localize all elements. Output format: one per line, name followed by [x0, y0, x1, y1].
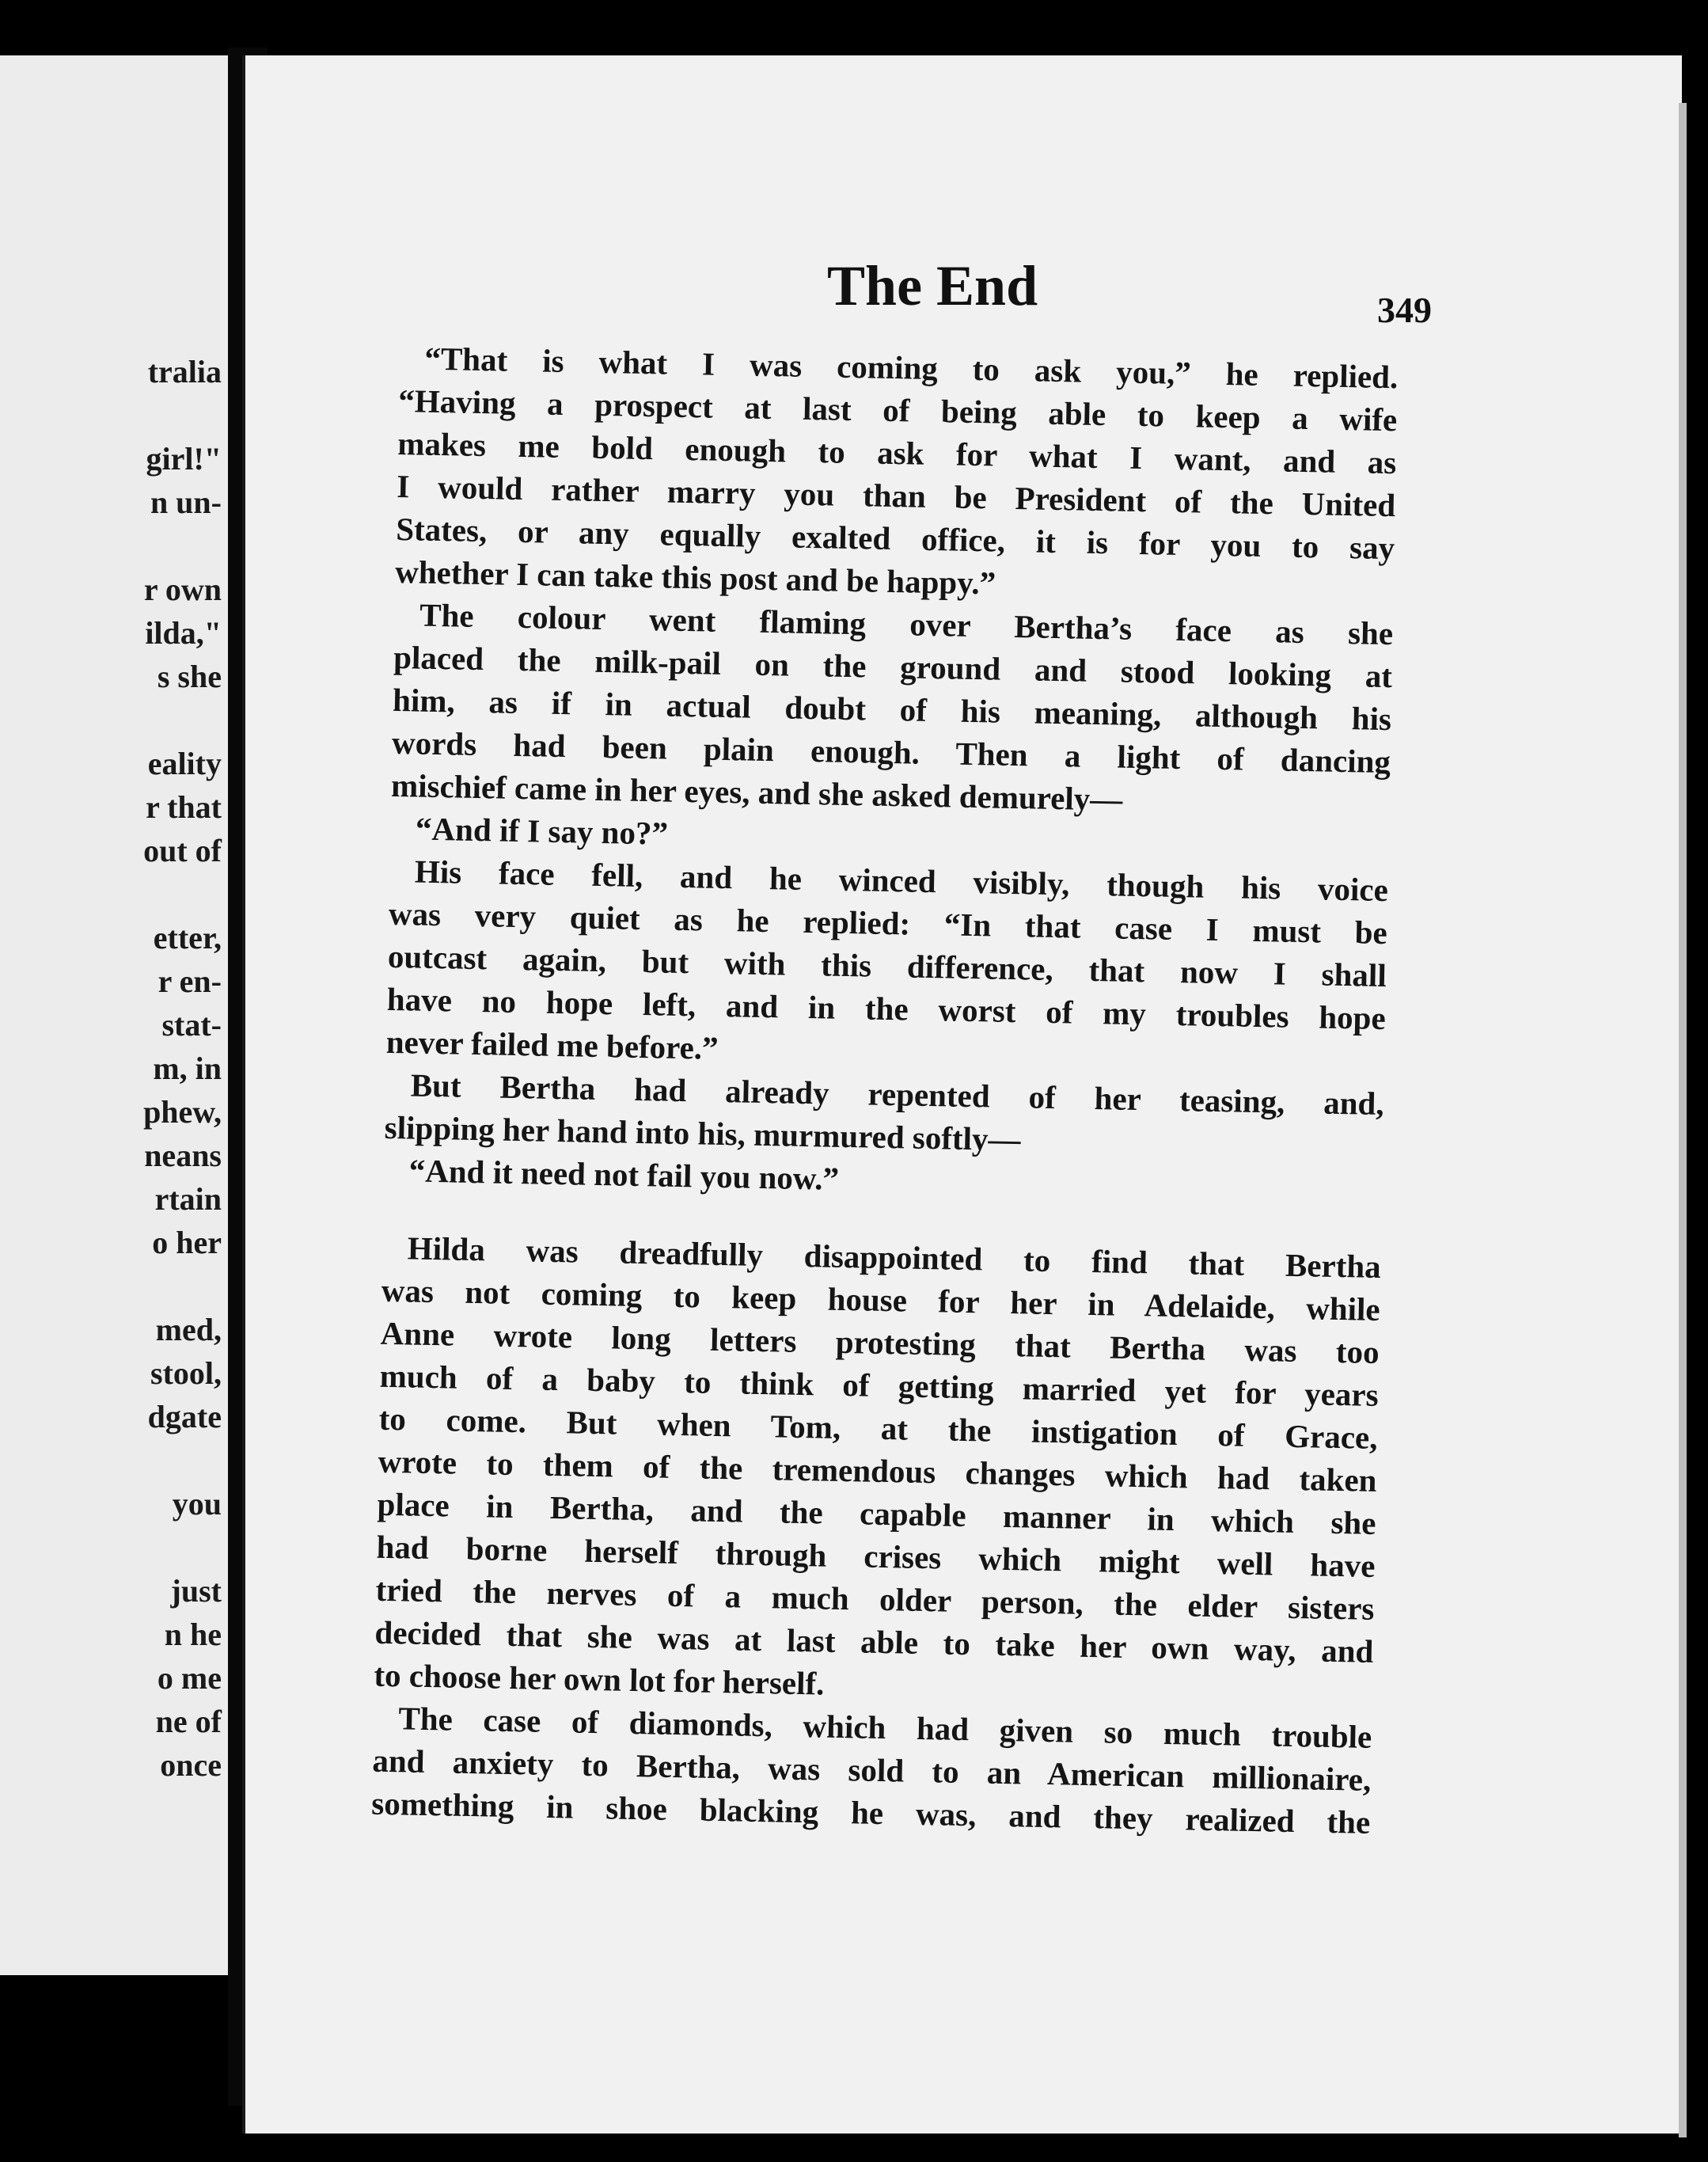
running-head: The End — [827, 254, 1038, 317]
left-text-fragment: r that — [146, 789, 222, 825]
text-line: “That is what I was coming to ask you,” he replied. — [424, 340, 1399, 396]
left-text-fragment: stat- — [161, 1007, 222, 1043]
text-line: something in shoe blacking he was, and they realized the — [370, 1784, 1371, 1841]
left-text-fragment: dgate — [147, 1399, 222, 1434]
left-text-fragment: phew, — [143, 1094, 222, 1130]
text-line: States, or any equally exalted office, it is for you to say — [395, 510, 1395, 567]
left-text-fragment: o her — [152, 1225, 222, 1260]
text-line: and anxiety to Bertha, was sold to an American millionaire, — [372, 1742, 1372, 1798]
text-line: had borne herself through crises which might well have — [376, 1528, 1376, 1584]
text-line: “And it need not fail you now.” — [408, 1152, 840, 1197]
text-line: “And if I say no?” — [415, 810, 669, 852]
text-line: whether I can take this post and be happy.” — [394, 553, 996, 602]
left-text-fragment: tralia — [147, 354, 222, 389]
left-text-fragment: just — [170, 1573, 222, 1609]
text-line: outcast again, but with this difference, that now I shall — [387, 937, 1387, 994]
text-line: “Having a prospect at last of being able to keep a wife — [398, 382, 1398, 439]
text-line: was not coming to keep house for her in Adelaide, while — [381, 1271, 1381, 1328]
text-line: But Bertha had already repented of her teasing, and, — [410, 1066, 1385, 1123]
left-text-fragment: s she — [157, 659, 222, 694]
text-line: His face fell, and he winced visibly, though his voice — [414, 853, 1389, 909]
left-text-fragment: m, in — [153, 1051, 222, 1086]
text-line: The colour went flaming over Bertha’s face as she — [419, 596, 1394, 652]
text-line: words had been plain enough. Then a light of dancing — [391, 724, 1391, 781]
left-text-fragment: you — [172, 1486, 222, 1522]
text-line: decided that she was at last able to take her own way, and — [374, 1613, 1374, 1670]
left-text-fragment: etter, — [153, 920, 222, 956]
text-line: mischief came in her eyes, and she asked demurely— — [390, 766, 1123, 818]
left-text-fragment: n un- — [150, 484, 222, 520]
text-line: makes me bold enough to ask for what I want, and as — [397, 424, 1397, 481]
left-text-fragment: ilda," — [145, 615, 222, 651]
text-line: slipping her hand into his, murmured softly— — [384, 1108, 1021, 1158]
page-number: 349 — [1377, 290, 1432, 330]
left-text-fragment: o me — [157, 1660, 222, 1696]
left-text-fragment: rtain — [154, 1181, 222, 1217]
text-line: I would rather marry you than be President of the United — [396, 467, 1396, 524]
text-line: tried the nerves of a much older person, the elder sisters — [375, 1571, 1375, 1627]
right-page — [242, 55, 1682, 2134]
text-line: to come. But when Tom, at the instigation of Grace, — [378, 1400, 1378, 1456]
text-line: never failed me before.” — [385, 1023, 719, 1066]
left-text-fragment: once — [160, 1747, 222, 1783]
left-text-fragment: eality — [147, 746, 222, 781]
text-line: Anne wrote long letters protesting that Bertha was too — [380, 1314, 1380, 1370]
text-line: wrote to them of the tremendous changes which had taken — [378, 1442, 1377, 1499]
left-page — [0, 55, 231, 1975]
left-text-fragment: girl!" — [146, 441, 222, 477]
text-line: him, as if in actual doubt of his meaning, although his — [392, 681, 1392, 738]
left-text-fragment: med, — [155, 1312, 222, 1347]
left-text-fragment: r own — [143, 572, 222, 607]
text-line: place in Bertha, and the capable manner in which she — [377, 1485, 1376, 1541]
text-line: Hilda was dreadfully disappointed to find that Bertha — [407, 1229, 1382, 1286]
page-edge — [1679, 103, 1687, 2137]
left-text-fragment: r en- — [158, 963, 222, 999]
text-line: have no hope left, and in the worst of my troubles hope — [386, 980, 1387, 1037]
left-text-fragment: stool, — [150, 1355, 222, 1391]
text-line: placed the milk-pail on the ground and stood looking at — [393, 638, 1393, 695]
text-line: was very quiet as he replied: “In that case I must be — [388, 895, 1388, 952]
left-text-fragment: out of — [143, 833, 222, 868]
text-line: much of a baby to think of getting married yet for years — [379, 1357, 1380, 1413]
body-text — [371, 336, 1666, 1849]
text-line: The case of diamonds, which had given so much trouble — [398, 1700, 1372, 1755]
left-text-fragment: neans — [144, 1138, 222, 1173]
text-line: to choose her own lot for herself. — [374, 1656, 825, 1702]
left-text-fragment: n he — [164, 1617, 222, 1652]
left-text-fragment: ne of — [155, 1704, 222, 1739]
